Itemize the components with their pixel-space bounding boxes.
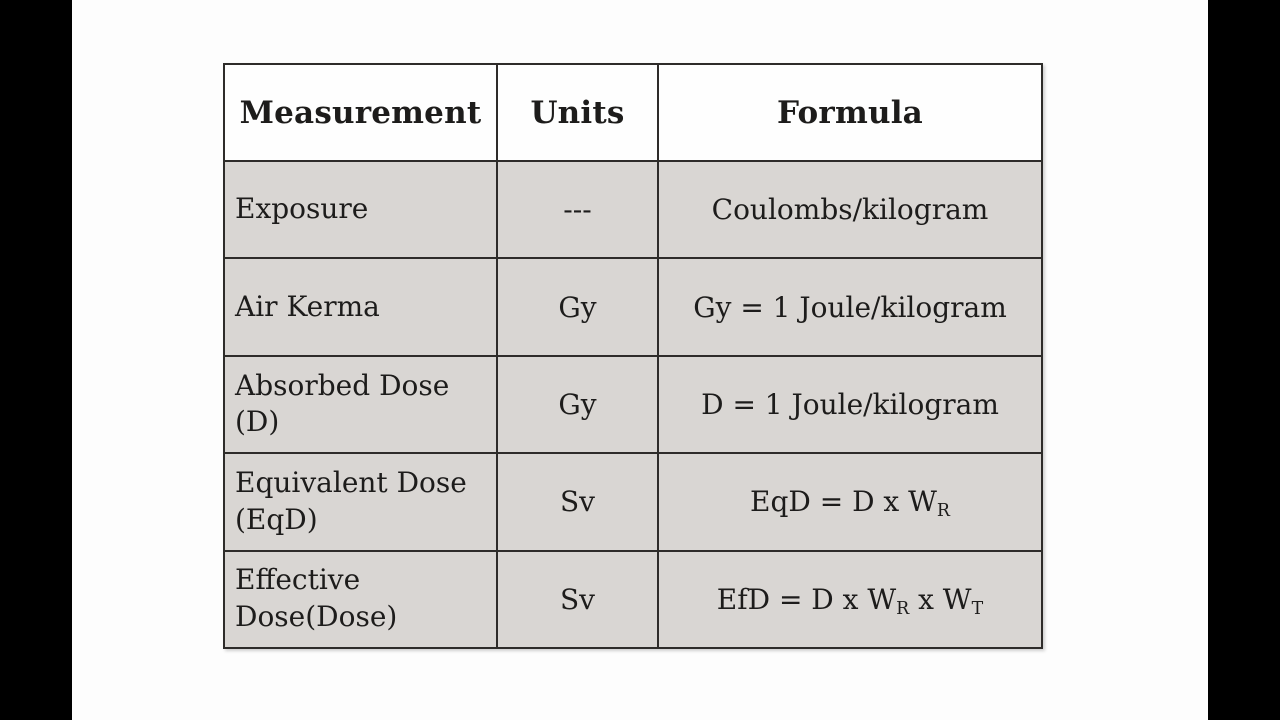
units-cell: Gy [497, 356, 658, 453]
formula-cell [658, 551, 1042, 648]
table-row [224, 161, 1042, 258]
formula-subscript: R [896, 598, 910, 619]
formula-text: EfD = D x W [716, 582, 897, 616]
formula-cell [658, 161, 1042, 258]
col-header-formula: Formula [658, 64, 1042, 161]
table-row [224, 356, 1042, 453]
formula-text: D = 1 Joule/kilogram [701, 387, 999, 421]
formula-subscript: T [971, 598, 984, 619]
units-cell: Gy [497, 258, 658, 355]
table-row [224, 551, 1042, 648]
formula-subscript: R [936, 501, 950, 522]
table-row [224, 258, 1042, 355]
letterbox-right [1208, 0, 1280, 720]
formula-text: x W [909, 582, 972, 616]
header-row [224, 64, 1042, 161]
units-cell: Sv [497, 551, 658, 648]
formula-cell [658, 356, 1042, 453]
table-row [224, 453, 1042, 550]
formula-text: EqD = D x W [750, 485, 937, 519]
units-cell: --- [497, 161, 658, 258]
table-body [224, 161, 1042, 648]
table-header [224, 64, 1042, 161]
col-header-measurement: Measurement [224, 64, 497, 161]
formula-cell [658, 258, 1042, 355]
col-header-units: Units [497, 64, 658, 161]
radiation-dose-table [223, 63, 1043, 649]
formula-text: Coulombs/kilogram [711, 193, 989, 227]
measurement-cell: Equivalent Dose (EqD) [224, 453, 497, 550]
formula-text: Gy = 1 Joule/kilogram [693, 290, 1007, 324]
letterbox-left [0, 0, 72, 720]
measurement-cell: Absorbed Dose (D) [224, 356, 497, 453]
units-cell: Sv [497, 453, 658, 550]
formula-cell [658, 453, 1042, 550]
measurement-cell: Air Kerma [224, 258, 497, 355]
measurement-cell: Exposure [224, 161, 497, 258]
measurement-cell: Effective Dose(Dose) [224, 551, 497, 648]
